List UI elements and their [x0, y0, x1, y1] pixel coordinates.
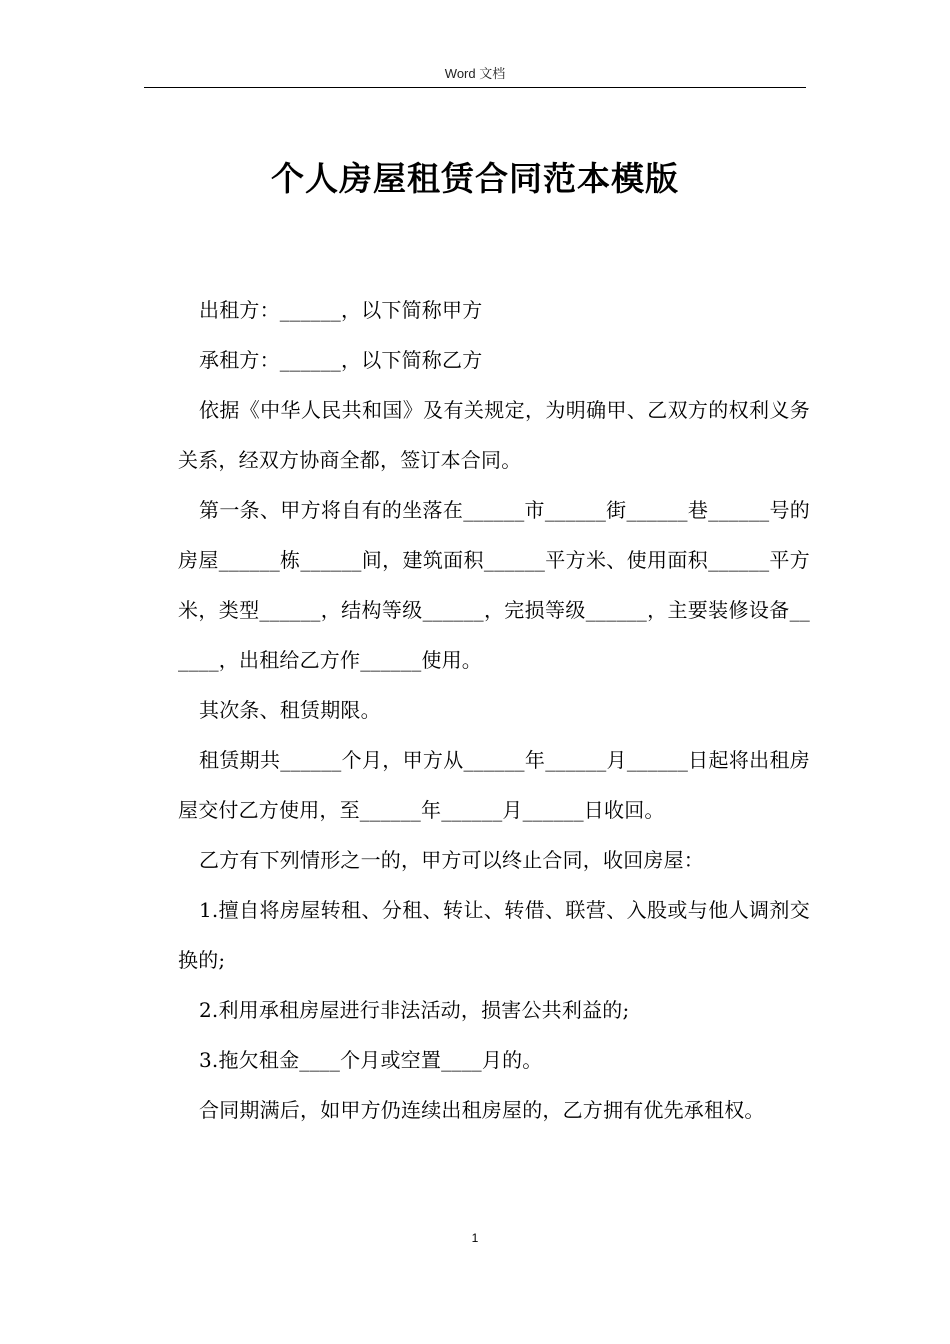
page-header: Word 文档	[444, 66, 506, 81]
paragraph-lessor: 出租方：______，以下简称甲方	[199, 298, 483, 322]
paragraph-termination-intro: 乙方有下列情形之一的，甲方可以终止合同，收回房屋：	[199, 848, 704, 872]
paragraph-lessee: 承租方：______，以下简称乙方	[199, 348, 483, 372]
paragraph-termination-item-1: 1.擅自将房屋转租、分租、转让、转借、联营、入股或与他人调剂交换的;	[178, 898, 810, 972]
paragraph-lease-term: 租赁期共______个月，甲方从______年______月______日起将出租房屋交付乙方使用，至______年______月______日收回。	[178, 748, 810, 822]
document-title: 个人房屋租赁合同范本模版	[271, 159, 679, 198]
paragraph-termination-item-3: 3.拖欠租金____个月或空置____月的。	[199, 1048, 543, 1072]
paragraph-renewal-priority: 合同期满后，如甲方仍连续出租房屋的，乙方拥有优先承租权。	[199, 1098, 765, 1122]
document-body	[178, 285, 810, 1135]
page-number: 1	[471, 1231, 479, 1245]
paragraph-termination-item-2: 2.利用承租房屋进行非法活动，损害公共利益的;	[199, 998, 630, 1022]
header-divider	[144, 87, 806, 88]
paragraph-article-one: 第一条、甲方将自有的坐落在______市______街______巷______号的房屋______栋______间，建筑面积______平方米、使用面积______平方米，类型______，结构等级______，完损等级______，主要装修设备______，出租给乙方作______使用。	[178, 498, 810, 672]
paragraph-article-two-heading: 其次条、租赁期限。	[199, 698, 381, 722]
paragraph-preamble: 依据《中华人民共和国》及有关规定，为明确甲、乙双方的权利义务关系，经双方协商全都，签订本合同。	[178, 398, 810, 472]
